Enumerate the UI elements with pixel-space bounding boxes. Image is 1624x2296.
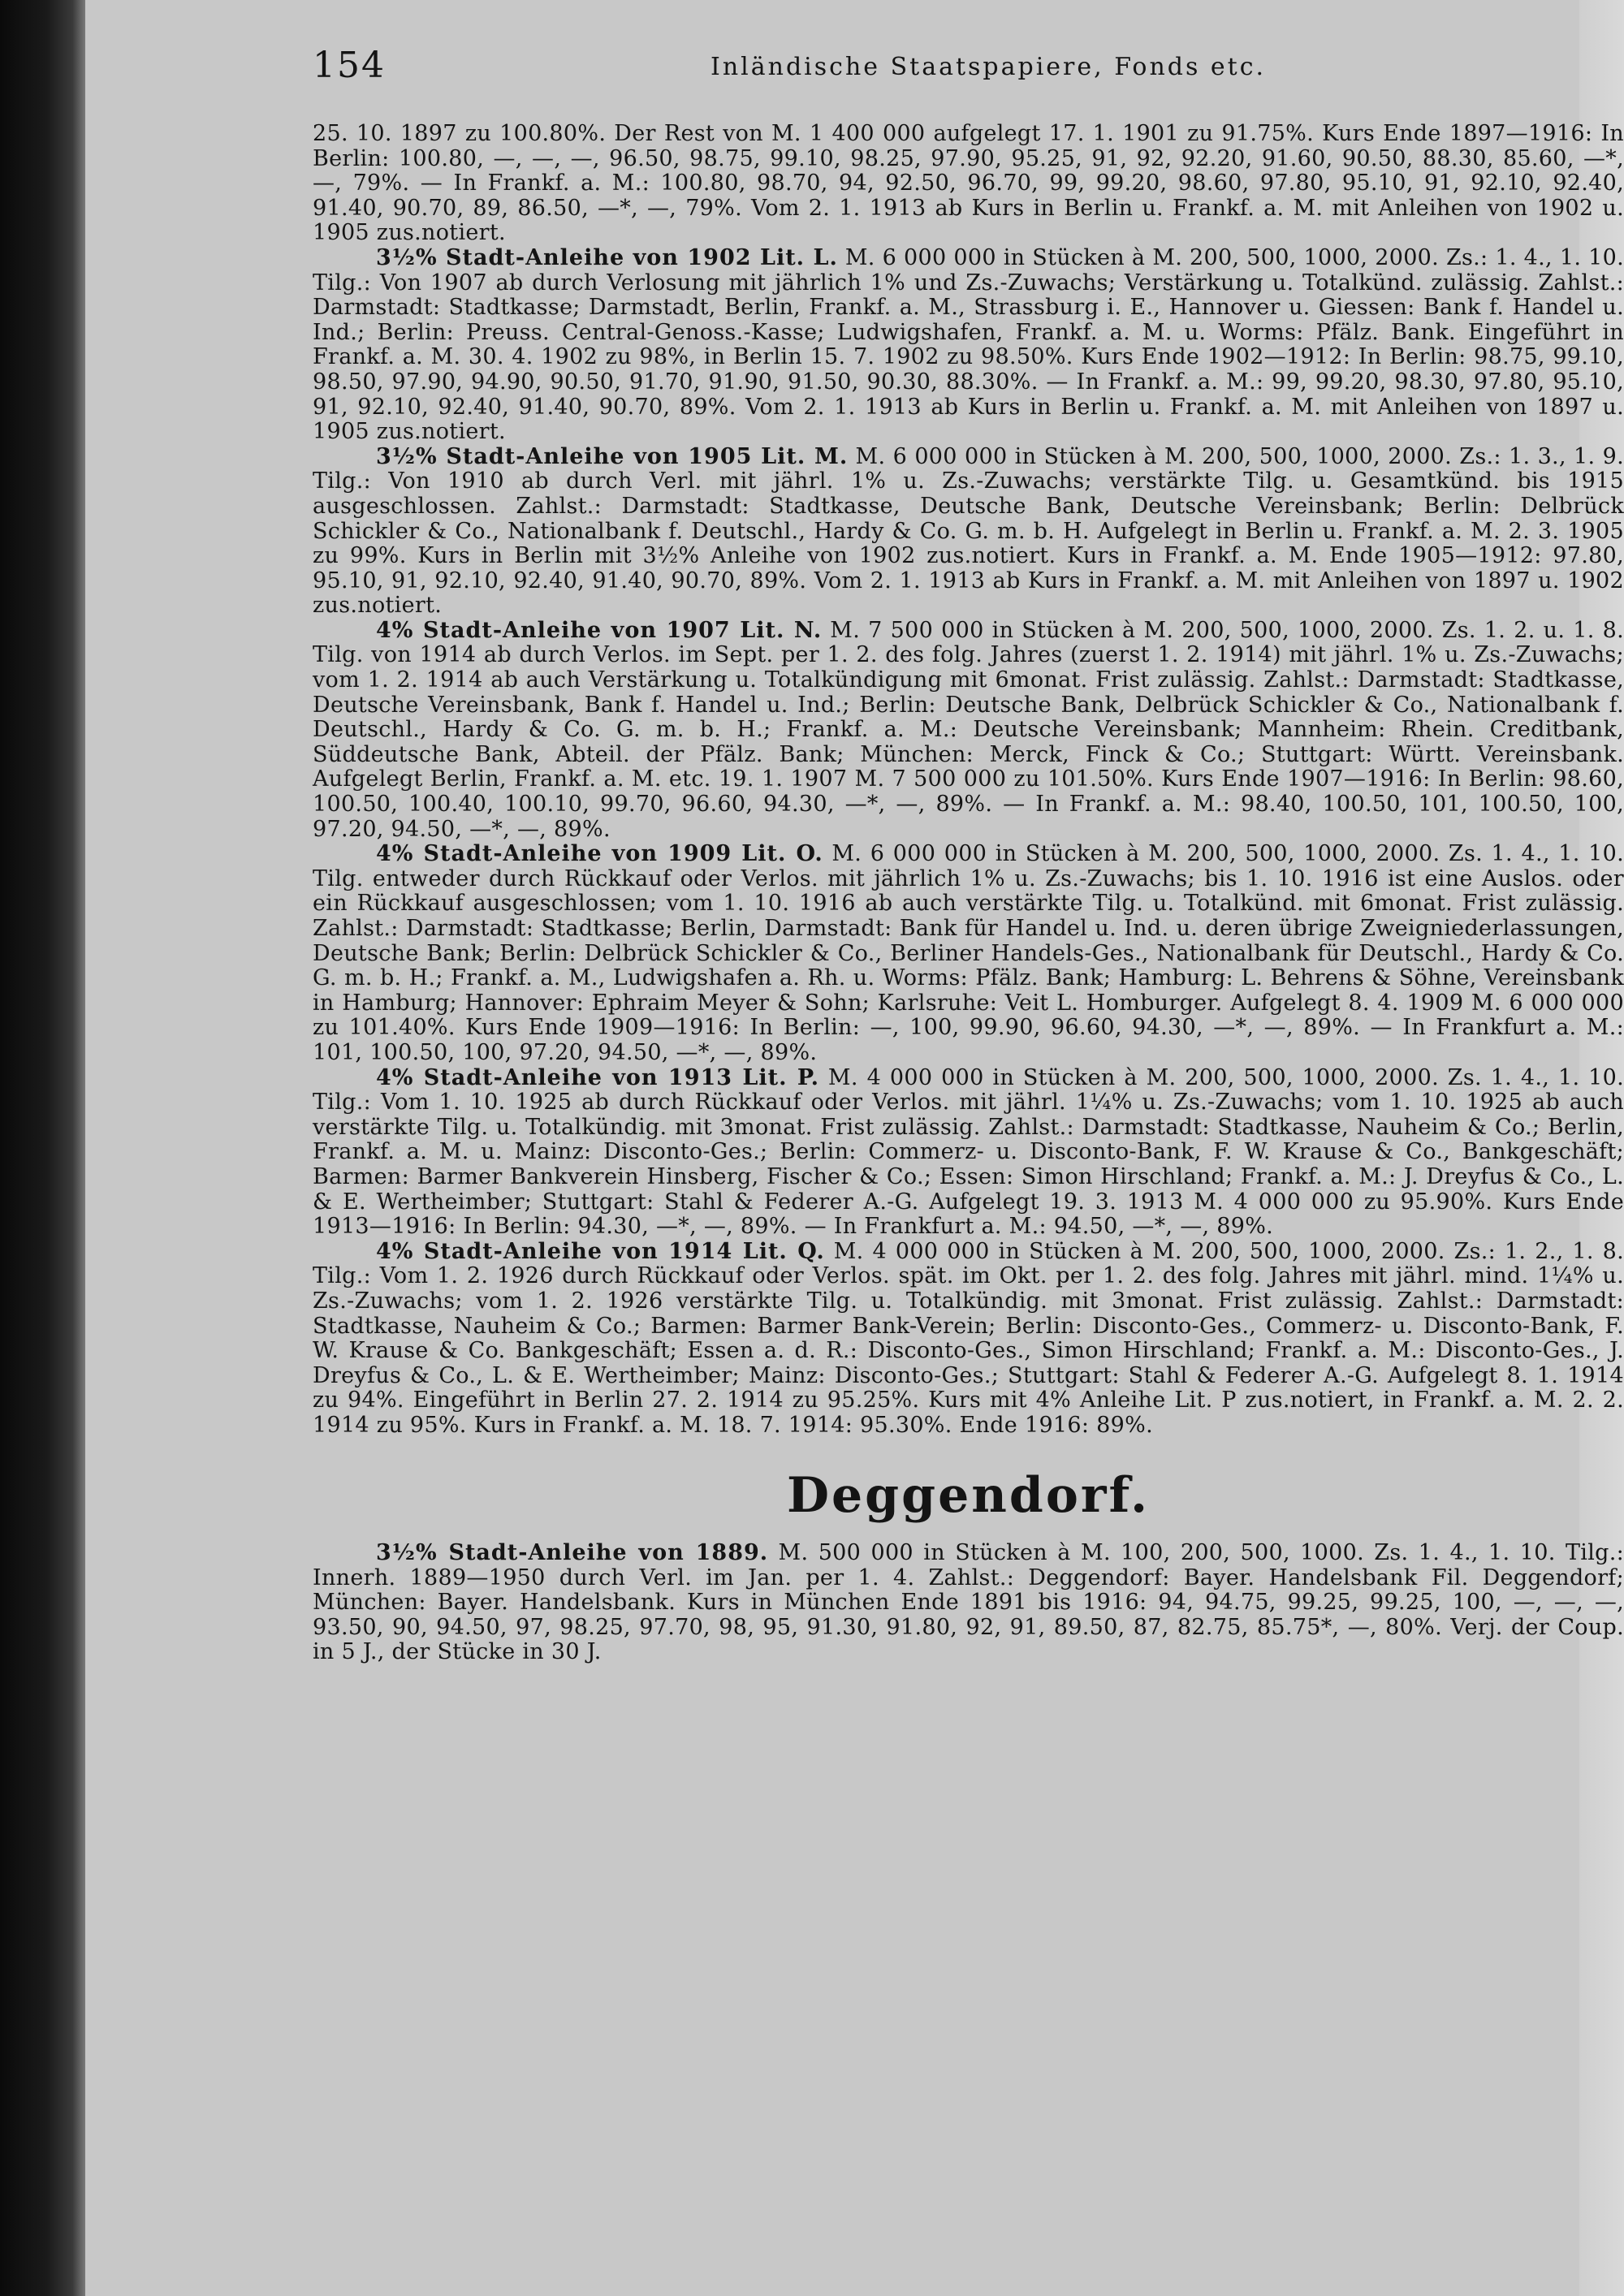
- loan-text: M. 6 000 000 in Stücken à M. 200, 500, 1000, 2000. Zs.: 1. 3., 1. 9. Tilg.: Von 1910 ab durch Verl. mit jährl. 1% u. Zs.-Zuwachs; verstärkte Tilg. u. Gesamtkünd. bis 1915 ausgeschlossen. Zahlst.: Darmstadt: Stadtkasse, Deutsche Bank, Deutsche Vereinsbank; Berlin: Delbrück Schickler & Co., Nationalbank f. Deutschl., Hardy & Co. G. m. b. H. Aufgelegt in Berlin u. Frankf. a. M. 2. 3. 1905 zu 99%. Kurs in Berlin mit 3½% Anleihe von 1902 zus.notiert. Kurs in Frankf. a. M. Ende 1905—1912: 97.80, 95.10, 91, 92.10, 92.40, 91.40, 90.70, 89%. Vom 2. 1. 1913 ab Kurs in Frankf. a. M. mit Anleihen von 1897 u. 1902 zus.notiert.: [313, 443, 1624, 619]
- loan-text: M. 4 000 000 in Stücken à M. 200, 500, 1000, 2000. Zs.: 1. 2., 1. 8. Tilg.: Vom 1. 2. 1926 durch Rückkauf oder Verlos. spät. im Okt. per 1. 2. des folg. Jahres mit jährl. mind. 1¼% u. Zs.-Zuwachs; vom 1. 2. 1926 verstärkte Tilg. u. Totalkündig. mit 3monat. Frist zulässig. Zahlst.: Darmstadt: Stadtkasse, Nauheim & Co.; Barmen: Barmer Bank-Verein; Berlin: Disconto-Ges., Commerz- u. Disconto-Bank, F. W. Krause & Co. Bankgeschäft; Essen a. d. R.: Disconto-Ges., Simon Hirschland; Frankf. a. M.: Disconto-Ges., J. Dreyfus & Co., L. & E. Wertheimber; Mainz: Disconto-Ges.; Stuttgart: Stahl & Federer A.-G. Aufgelegt 8. 1. 1914 zu 94%. Eingeführt in Berlin 27. 2. 1914 zu 95.25%. Kurs mit 4% Anleihe Lit. P zus.notiert, in Frankf. a. M. 2. 2. 1914 zu 95%. Kurs in Frankf. a. M. 18. 7. 1914: 95.30%. Ende 1916: 89%.: [313, 1238, 1624, 1438]
- running-title: Inländische Staatspapiere, Fonds etc.: [710, 53, 1267, 81]
- page-number: 154: [313, 45, 386, 86]
- city-heading: Deggendorf.: [786, 1467, 1151, 1525]
- loan-heading: 4% Stadt-Anleihe von 1909 Lit. O.: [376, 841, 823, 867]
- loan-text: M. 500 000 in Stücken à M. 100, 200, 500, 1000. Zs. 1. 4., 1. 10. Tilg.: Innerh. 1889—1950 durch Verl. im Jan. per 1. 4. Zahlst.: Deggendorf: Bayer. Handelsbank Fil. Deggendorf; München: Bayer. Handelsbank. Kurs in München Ende 1891 bis 1916: 94, 94.75, 99.25, 99.25, 100, —, —, —, 93.50, 90, 94.50, 97, 98.25, 97.70, 98, 95, 91.30, 91.80, 92, 91, 89.50, 87, 82.75, 85.75*, —, 80%. Verj. der Coup. in 5 J., der Stücke in 30 J.: [313, 1540, 1624, 1665]
- scan-binding-edge: [0, 0, 85, 2296]
- loan-entry-lit-o: [313, 842, 1624, 1065]
- loan-entry-lit-m: [313, 445, 1624, 619]
- loan-heading: 3½% Stadt-Anleihe von 1889.: [376, 1540, 769, 1566]
- page-body: [313, 122, 1624, 1665]
- loan-heading: 4% Stadt-Anleihe von 1913 Lit. P.: [376, 1064, 820, 1090]
- loan-heading: 3½% Stadt-Anleihe von 1902 Lit. L.: [376, 244, 838, 270]
- paragraph-text: 25. 10. 1897 zu 100.80%. Der Rest von M. 1 400 000 aufgelegt 17. 1. 1901 zu 91.75%. Kurs Ende 1897—1916: In Berlin: 100.80, —, —, —, 96.50, 98.75, 99.10, 98.25, 97.90, 95.25, 91, 92, 92.20, 91.60, 90.50, 88.30, 85.60, —*, —, 79%. — In Frankf. a. M.: 100.80, 98.70, 94, 92.50, 96.70, 99, 99.20, 98.60, 97.80, 95.10, 91, 92.10, 92.40, 91.40, 90.70, 89, 86.50, —*, —, 79%. Vom 2. 1. 1913 ab Kurs in Berlin u. Frankf. a. M. mit Anleihen von 1902 u. 1905 zus.notiert.: [313, 121, 1624, 246]
- loan-entry-lit-p: [313, 1066, 1624, 1240]
- book-page: [85, 0, 1624, 2296]
- loan-heading: 3½% Stadt-Anleihe von 1905 Lit. M.: [376, 443, 849, 469]
- loan-entry-deggendorf-1889: [313, 1541, 1624, 1665]
- page-header: [313, 45, 1624, 85]
- loan-entry-lit-q: [313, 1240, 1624, 1439]
- loan-heading: 4% Stadt-Anleihe von 1907 Lit. N.: [376, 617, 823, 643]
- loan-text: M. 4 000 000 in Stücken à M. 200, 500, 1000, 2000. Zs. 1. 4., 1. 10. Tilg.: Vom 1. 10. 1925 ab durch Rückkauf oder Verlos. mit jährl. 1¼% u. Zs.-Zuwachs; vom 1. 10. 1925 ab auch verstärkte Tilg. u. Totalkündig. mit 3monat. Frist zulässig. Zahlst.: Darmstadt: Stadtkasse, Nauheim & Co.; Berlin, Frankf. a. M. u. Mainz: Disconto-Ges.; Berlin: Commerz- u. Disconto-Bank, F. W. Krause & Co., Bankgeschäft; Barmen: Barmer Bankverein Hinsberg, Fischer & Co.; Essen: Simon Hirschland; Frankf. a. M.: J. Dreyfus & Co., L. & E. Wertheimber; Stuttgart: Stahl & Federer A.-G. Aufgelegt 19. 3. 1913 M. 4 000 000 zu 95.90%. Kurs Ende 1913—1916: In Berlin: 94.30, —*, —, 89%. — In Frankfurt a. M.: 94.50, —*, —, 89%.: [313, 1064, 1624, 1240]
- loan-text: M. 6 000 000 in Stücken à M. 200, 500, 1000, 2000. Zs. 1. 4., 1. 10. Tilg. entweder durch Rückkauf oder Verlos. mit jährlich 1% u. Zs.-Zuwachs; bis 1. 10. 1916 ist eine Auslos. oder ein Rückkauf ausgeschlossen; vom 1. 10. 1916 ab auch verstärkte Tilg. u. Totalkünd. mit 6monat. Frist zulässig. Zahlst.: Darmstadt: Stadtkasse; Berlin, Darmstadt: Bank für Handel u. Ind. u. deren übrige Zweigniederlassungen, Deutsche Bank; Berlin: Delbrück Schickler & Co., Berliner Handels-Ges., Nationalbank für Deutschl., Hardy & Co. G. m. b. H.; Frankf. a. M., Ludwigshafen a. Rh. u. Worms: Pfälz. Bank; Hamburg: L. Behrens & Söhne, Vereinsbank in Hamburg; Hannover: Ephraim Meyer & Sohn; Karlsruhe: Veit L. Homburger. Aufgelegt 8. 4. 1909 M. 6 000 000 zu 101.40%. Kurs Ende 1909—1916: In Berlin: —, 100, 99.90, 96.60, 94.30, —*, —, 89%. — In Frankfurt a. M.: 101, 100.50, 100, 97.20, 94.50, —*, —, 89%.: [313, 841, 1624, 1065]
- loan-text: M. 6 000 000 in Stücken à M. 200, 500, 1000, 2000. Zs.: 1. 4., 1. 10. Tilg.: Von 1907 ab durch Verlosung mit jährlich 1% und Zs.-Zuwachs; Verstärkung u. Totalkünd. zulässig. Zahlst.: Darmstadt: Stadtkasse; Darmstadt, Berlin, Frankf. a. M., Strassburg i. E., Hannover u. Giessen: Bank f. Handel u. Ind.; Berlin: Preuss. Central-Genoss.-Kasse; Ludwigshafen, Frankf. a. M. u. Worms: Pfälz. Bank. Eingeführt in Frankf. a. M. 30. 4. 1902 zu 98%, in Berlin 15. 7. 1902 zu 98.50%. Kurs Ende 1902—1912: In Berlin: 98.75, 99.10, 98.50, 97.90, 94.90, 90.50, 91.70, 91.90, 91.50, 90.30, 88.30%. — In Frankf. a. M.: 99, 99.20, 98.30, 97.80, 95.10, 91, 92.10, 92.40, 91.40, 90.70, 89%. Vom 2. 1. 1913 ab Kurs in Berlin u. Frankf. a. M. mit Anleihen von 1897 u. 1905 zus.notiert.: [313, 244, 1624, 445]
- loan-entry-lit-n: [313, 619, 1624, 842]
- loan-heading: 4% Stadt-Anleihe von 1914 Lit. Q.: [376, 1238, 825, 1264]
- loan-text: M. 7 500 000 in Stücken à M. 200, 500, 1000, 2000. Zs. 1. 2. u. 1. 8. Tilg. von 1914 ab durch Verlos. im Sept. per 1. 2. des folg. Jahres (zuerst 1. 2. 1914) mit jährl. 1% u. Zs.-Zuwachs; vom 1. 2. 1914 ab auch Verstärkung u. Totalkündigung mit 6monat. Frist zulässig. Zahlst.: Darmstadt: Stadtkasse, Deutsche Vereinsbank, Bank f. Handel u. Ind.; Berlin: Deutsche Bank, Delbrück Schickler & Co., Nationalbank f. Deutschl., Hardy & Co. G. m. b. H.; Frankf. a. M.: Deutsche Vereinsbank; Mannheim: Rhein. Creditbank, Süddeutsche Bank, Abteil. der Pfälz. Bank; München: Merck, Finck & Co.; Stuttgart: Württ. Vereinsbank. Aufgelegt Berlin, Frankf. a. M. etc. 19. 1. 1907 M. 7 500 000 zu 101.50%. Kurs Ende 1907—1916: In Berlin: 98.60, 100.50, 100.40, 100.10, 99.70, 96.60, 94.30, —*, —, 89%. — In Frankf. a. M.: 98.40, 100.50, 101, 100.50, 100, 97.20, 94.50, —*, —, 89%.: [313, 617, 1624, 842]
- paragraph-continuation: [313, 122, 1624, 246]
- loan-entry-lit-l: [313, 246, 1624, 445]
